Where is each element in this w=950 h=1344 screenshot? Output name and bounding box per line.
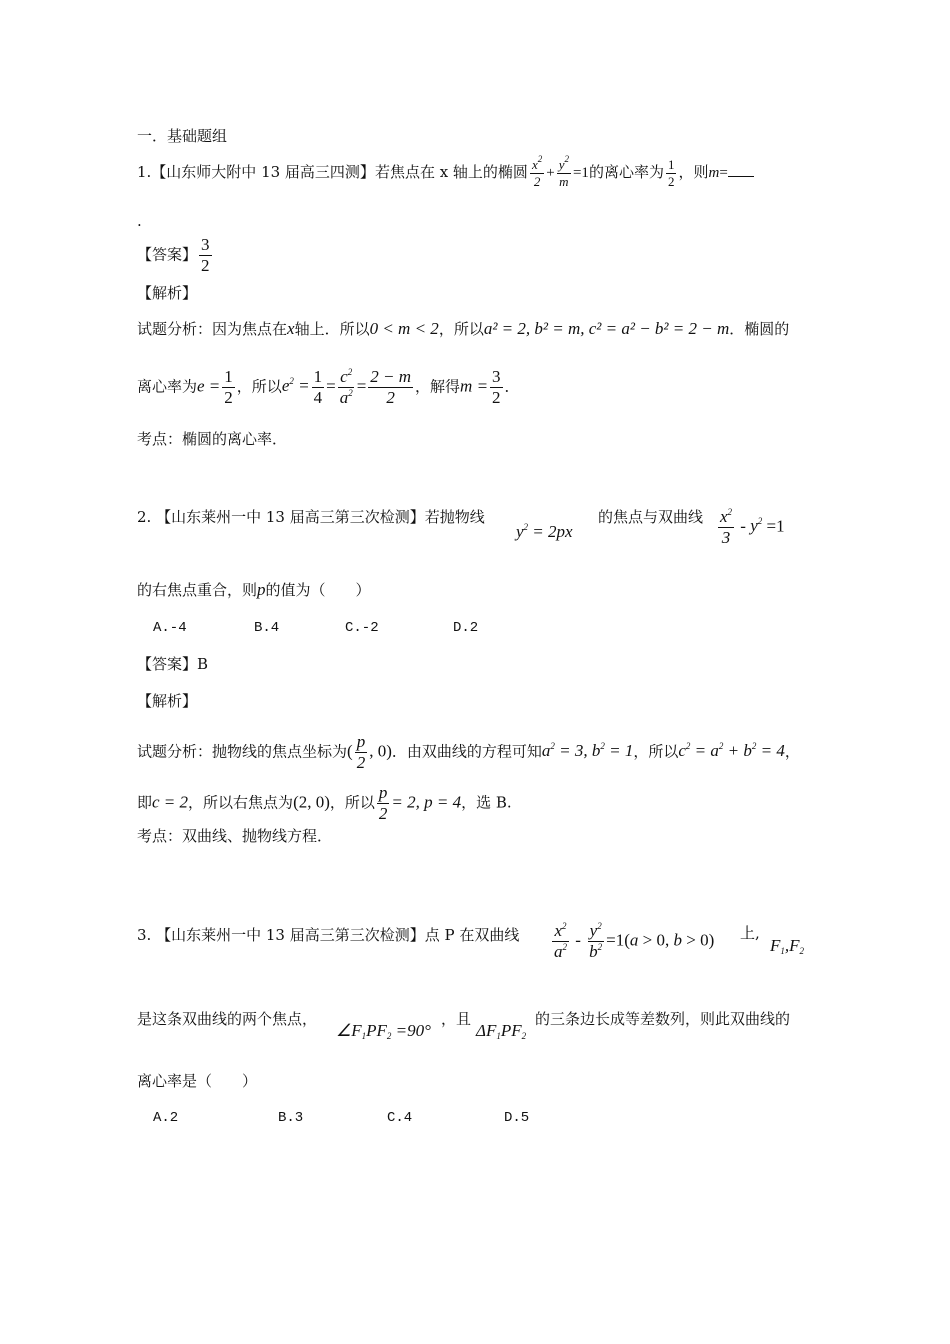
q3-stem-a: 点 P 在双曲线 [424,926,520,944]
q2-l2-c: ，所以 [329,793,375,812]
q1-analysis-line2: 离心率为e = $\frac{1}{2}$ ，所以$e^2$ = $\frac{1}{4}$ = $\frac{c^2}{a^2}$ = $\frac{2 - m}{2}$ ，解得m = $\frac{3}{2}$ ． [137,367,520,407]
q1-ellipse-term-x: $\frac{x^2}{2}$ [531,154,543,189]
q1-answer-frac [199,236,212,275]
q3-option-a: A.2 [153,1110,179,1126]
q2-answer: 【答案】B [137,655,209,673]
q1-l1-b: 轴上．所以 [294,320,370,338]
section-title: 一．基础题组 [137,127,228,145]
q1-l2-end: ． [504,377,520,396]
q2-l1-frac-p2: $\frac{p}{2}$ [356,732,366,772]
q2-stem-b: 的焦点与双曲线 [598,508,704,526]
q1-l2-frac-half: $\frac{1}{2}$ [224,367,233,407]
q1-l2-e: e = [197,376,221,396]
q2-option-c: C.-2 [345,620,379,636]
q3-line3: 离心率是（ ） [137,1072,258,1090]
q1-stem-b: 的离心率为 [588,163,664,182]
q2-option-d: D.2 [453,620,479,636]
q1-l2-frac-2m: $\frac{2 - m}{2}$ [370,367,412,407]
q2-l2-frac-p2: $\frac{p}{2}$ [378,783,388,823]
q3-stem-b: 上, [740,924,760,942]
q1-ellipse-term-y: $\frac{y^2}{m}$ [558,154,569,189]
q3-source: 3. 【山东莱州一中 13 届高三第三次检测】 [137,926,425,944]
q2-source: 2. 【山东莱州一中 13 届高三第三次检测】 [137,508,425,526]
q1-l2-a: 离心率为 [137,377,198,396]
q1-var-m: m [708,165,720,182]
q2-l2-b: ，所以右焦点为 [188,793,294,812]
q3-option-d: D.5 [504,1110,530,1126]
q2-stem-d: 的值为（ ） [265,581,371,599]
q2-stem-a: 若抛物线 [424,508,485,526]
q1-l1-eqs: a² = 2, b² = m, c² = a² − b² = 2 − m [483,319,730,338]
q1-kaodian: 考点：椭圆的离心率． [137,430,288,448]
q2-option-b: B.4 [254,620,280,636]
q1-analysis-label: 【解析】 [137,284,198,302]
q1-l1-d: ．椭圆的 [729,320,790,338]
q2-stem-line2 [137,581,371,598]
q1-l2-b: ，所以 [236,377,282,396]
q1-l1-ineq: 0 < m < 2 [369,319,439,338]
q2-parabola-eq: $y^2 = 2px$ [516,522,573,541]
q2-kaodian: 考点：双曲线、抛物线方程． [137,827,333,845]
q1-l2-m: m = [460,376,489,396]
q2-analysis-label: 【解析】 [137,692,198,710]
q1-source: 1.【山东师大附中 13 届高三四测】 [137,163,375,182]
q2-stem-p: p [257,580,266,599]
q3-hyperbola-eq: $\frac{x^2}{a^2}$ - $\frac{y^2}{b^2}$ =1(a > 0, b > 0) [554,921,715,961]
q2-hyperbola-eq: $\frac{x^2}{3}$ - $y^2 =1$ [720,507,785,547]
q3-l2-a: 是这条双曲线的两个焦点， [137,1010,318,1028]
q1-eccentricity: $\frac{1}{2}$ [667,157,675,189]
q2-stem-line1 [137,510,485,525]
q2-l1-a: 试题分析：抛物线的焦点坐标为 [137,742,348,761]
q1-answer-blank [728,164,754,177]
q2-analysis-line2: 即c = 2，所以右焦点为(2, 0)，所以 $\frac{p}{2}$ = 2, p = 4，选 B. [137,783,512,823]
q1-l1-c: ，所以 [438,320,484,338]
q1-stem-a: 若焦点在 x 轴上的椭圆 [374,163,528,182]
q1-stem: 1.【山东师大附中 13 届高三四测】若焦点在 x 轴上的椭圆 $\frac{x^2}{2}$ + $\frac{y^2}{m}$ =1的离心率为 $\frac{1}{2}$ ，则m= [137,158,754,188]
q1-answer-label: 【答案】 [137,245,198,264]
q1-answer [137,236,214,275]
q1-l2-frac-result: $\frac{3}{2}$ [492,367,501,407]
q2-l1-b: ．由双曲线的方程可知 [391,742,542,761]
q3-angle: $\angle F_1PF_2 =90^\circ$ [336,1021,431,1041]
q1-l2-frac-c2a2: $\frac{c^2}{a^2}$ [339,367,353,407]
q3-l2-c: 的三条边长成等差数列，则此双曲线的 [535,1010,791,1028]
q1-trailing-dot: . [137,212,142,230]
q2-l2-d: ，选 B. [461,793,512,812]
q2-option-a: A.-4 [153,620,187,636]
q3-stem-line1 [137,928,519,943]
q2-analysis-line1: 试题分析：抛物线的焦点坐标为( $\frac{p}{2}$ , 0)．由双曲线的方程可知$a^2 = 3$, $b^2 = 1$，所以$c^2 = a^2 + b^2 = 4$， [137,732,800,772]
q3-foci: $F_1,F_2$ [770,936,805,956]
q2-l2-a: 即 [137,793,153,812]
q3-triangle: $\Delta F_1PF_2$ [476,1021,527,1041]
q3-option-b: B.3 [278,1110,304,1126]
q2-l1-c: ，所以 [633,742,679,761]
q3-line2 [137,1012,317,1027]
q1-l2-frac-quarter: $\frac{1}{4}$ [313,367,323,407]
q1-analysis-line1 [137,320,789,337]
q3-l2-b: ，且 [441,1010,472,1028]
q1-stem-c: ，则 [678,163,709,182]
q1-l1-a: 试题分析：因为焦点在 [137,320,288,338]
q1-answer-num: 3 [201,235,210,254]
q1-answer-den: 2 [201,255,210,275]
q1-l1-x: x [287,319,295,338]
q3-option-c: C.4 [387,1110,413,1126]
q1-eq-sign: = [719,165,728,182]
q2-stem-c: 的右焦点重合，则 [137,581,258,599]
q1-l2-c: ，解得 [415,377,461,396]
